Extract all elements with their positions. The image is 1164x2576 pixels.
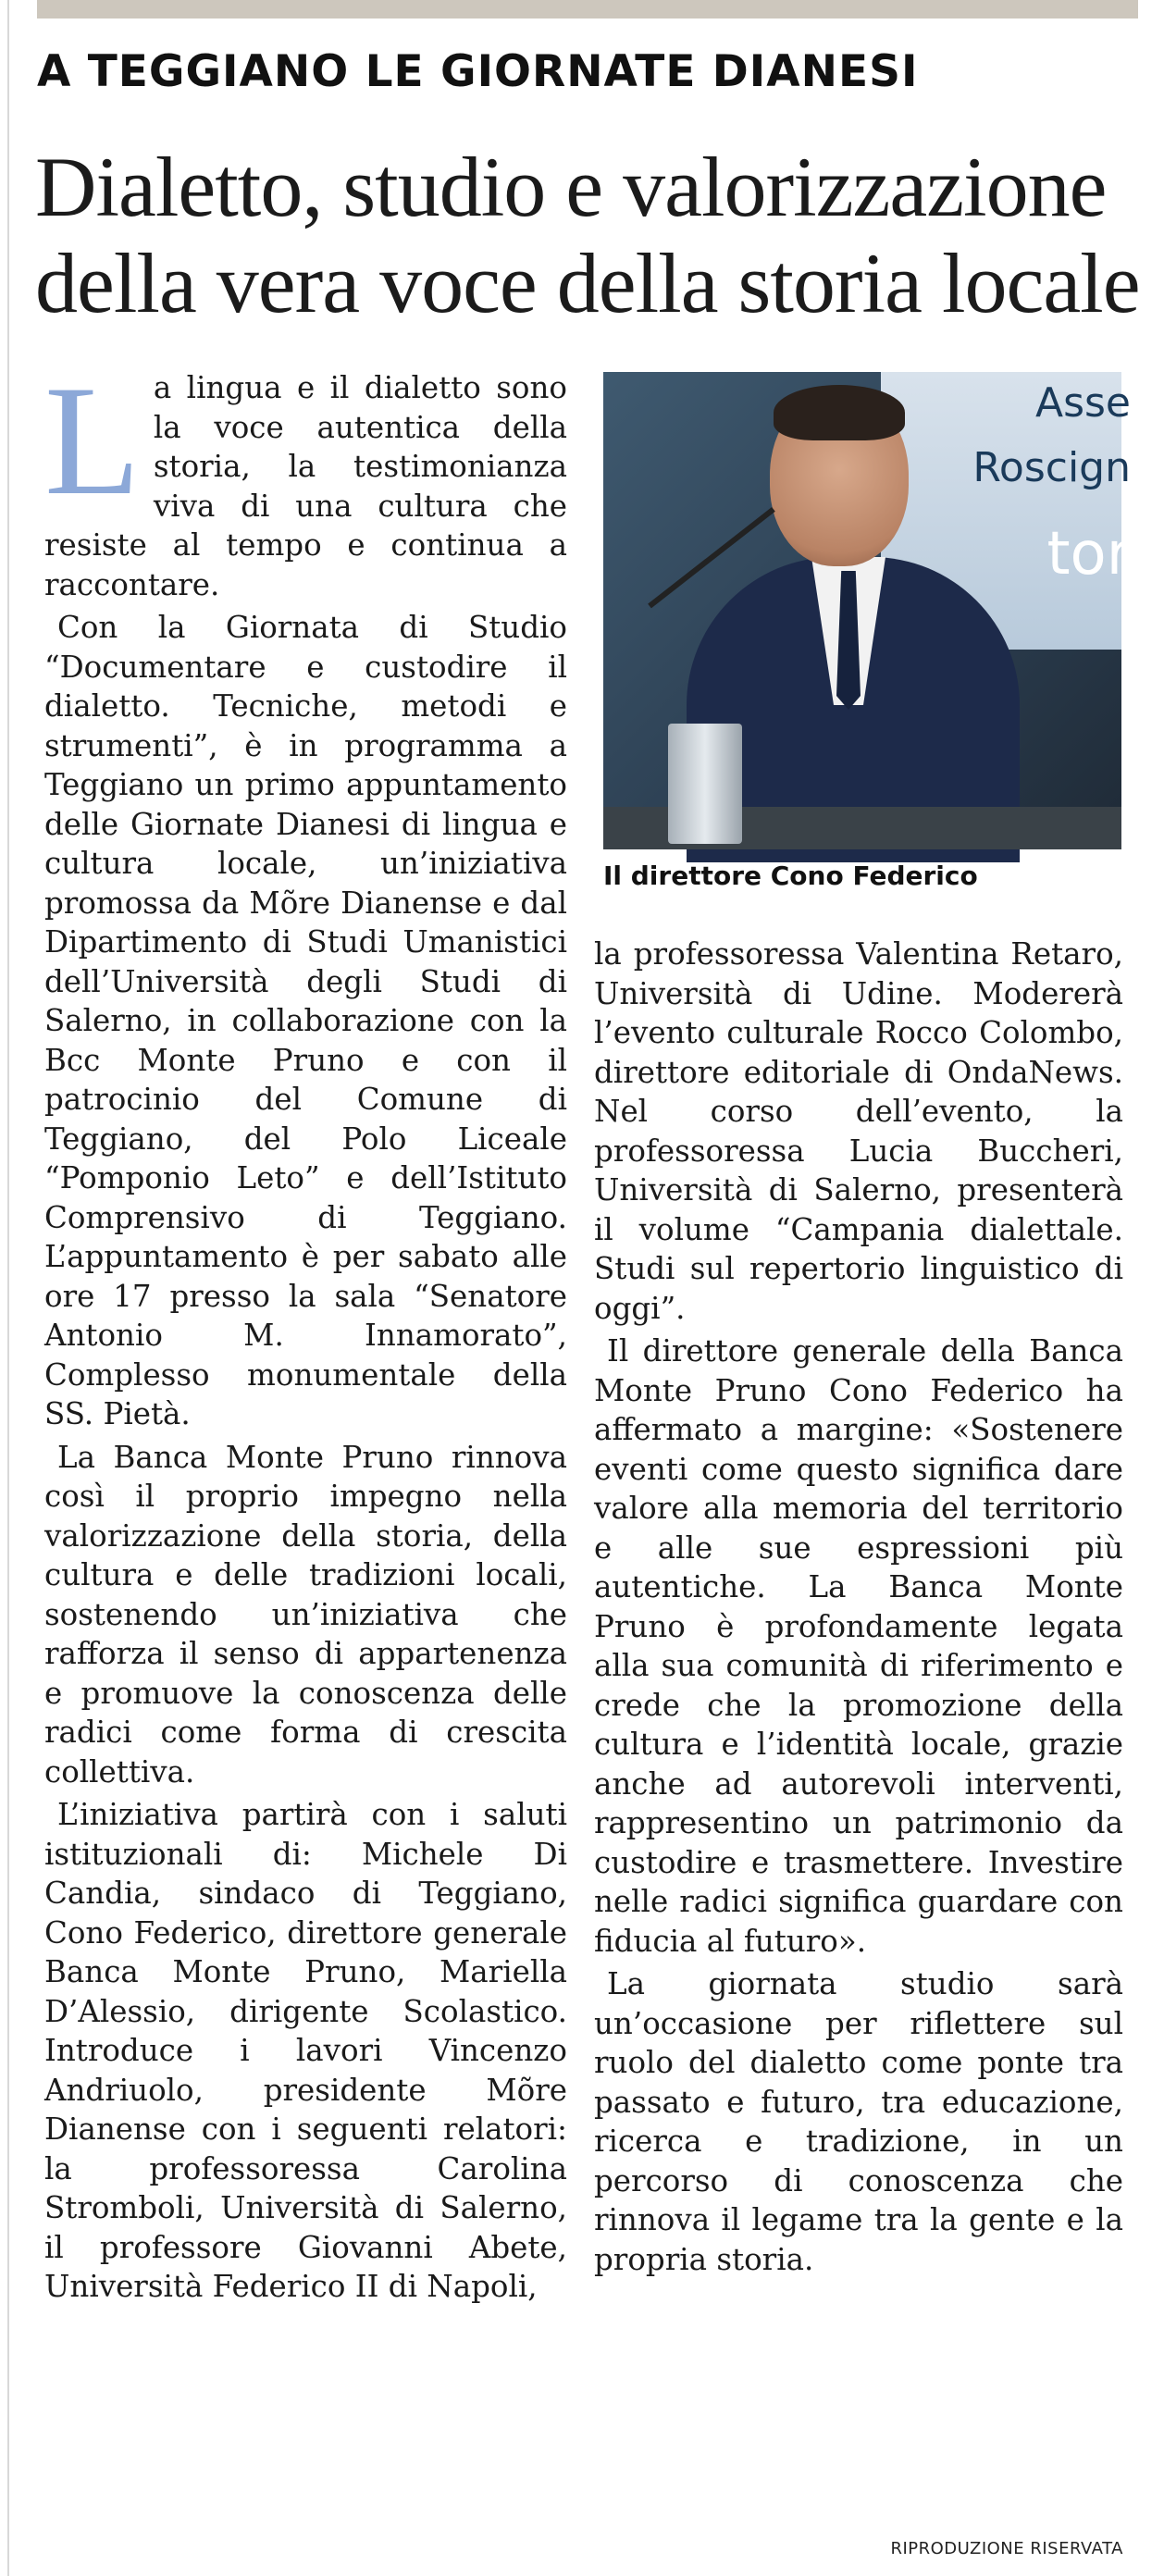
paragraph-7: La giornata studio sarà un’occasione per riflettere sul ruolo del dialetto come ponte tra passato e futuro, tra educazione, ricerca e tradizione, in un percorso di conoscenza che rinnova il legame tra la gente e la propria storia. bbox=[594, 1966, 1123, 2277]
article-column-left bbox=[44, 353, 567, 2307]
paragraph-intro bbox=[44, 353, 567, 604]
article-kicker: A TEGGIANO LE GIORNATE DIANESI bbox=[37, 46, 919, 97]
drop-cap: L bbox=[44, 353, 141, 527]
paragraph-2: Con la Giornata di Studio “Documentare e custodire il dialetto. Tecniche, metodi e strumenti”, è in programma a Teggiano un primo appuntamento delle Giornate Dianesi di lingua e cultura locale, un’iniziativa promossa da Mõre Dianense e dal Dipartimento di Studi Umanistici dell’Università degli Studi di Salerno, in collaborazione con la Bcc Monte Pruno e con il patrocinio del Comune di Teggiano, del Polo Liceale “Pomponio Leto” e dell’Istituto Comprensivo di Teggiano. L’appuntamento è per sabato alle ore 17 presso la sala “Senatore Antonio M. Innamorato”, Complesso monumentale della SS. Pietà. bbox=[44, 610, 567, 1431]
headline-line-1: Dialetto, studio e valorizzazione bbox=[35, 140, 1107, 234]
article-headline bbox=[35, 139, 1140, 331]
intro-text: a lingua e il dialetto sono la voce autentica della storia, la testimonianza viva di una cultura che resiste al tempo e continua a raccontare. bbox=[44, 370, 567, 602]
paragraph-3: La Banca Monte Pruno rinnova così il proprio impegno nella valorizzazione della storia, della cultura e delle tradizioni locali, sostenendo un’iniziativa che rafforza il senso di appartenenza e promuove la conoscenza delle radici come forma di crescita collettiva. bbox=[44, 1439, 567, 1790]
photo-screen-text-1: Asse bbox=[1034, 379, 1131, 427]
photo-caption: Il direttore Cono Federico bbox=[603, 861, 978, 891]
photo-screen-text-3: tor bbox=[1046, 520, 1131, 588]
photo-glass bbox=[668, 724, 742, 844]
article-photo bbox=[603, 372, 1131, 849]
paragraph-5: la professoressa Valentina Retaro, Università di Udine. Modererà l’evento culturale Rocco Colombo, direttore editoriale di OndaNews. Nel corso dell’evento, la professoressa Lucia Buccheri, Università di Salerno, presenterà il volume “Campania dialettale. Studi sul repertorio linguistico di oggi”. bbox=[594, 936, 1123, 1326]
headline-line-2: della vera voce della storia locale bbox=[35, 236, 1140, 330]
photo-screen-text-2: Roscign bbox=[972, 444, 1131, 491]
paragraph-4: L’iniziativa partirà con i saluti istituzionali di: Michele Di Candia, sindaco di Teggiano, Cono Federico, direttore generale Banca Monte Pruno, Mariella D’Alessio, dirigente Scolastico. Introduce i lavori Vincenzo Andriuolo, presidente Mõre Dianense con i seguenti relatori: la professoressa Carolina Stromboli, Università di Salerno, il professore Giovanni Abete, Università Federico II di Napoli, bbox=[44, 1797, 567, 2304]
paragraph-6: Il direttore generale della Banca Monte Pruno Cono Federico ha affermato a margine: «Sostenere eventi come questo significa dare valore alla memoria del territorio e alle sue espressioni più autentiche. La Banca Monte Pruno è profondamente legata alla sua comunità di riferimento e crede che la promozione della cultura e l’identità locale, grazie anche ad autorevoli interventi, rappresentino un patrimonio da custodire e trasmettere. Investire nelle radici significa guardare con fiducia al futuro». bbox=[594, 1333, 1123, 1959]
copyright-notice: RIPRODUZIONE RISERVATA bbox=[890, 2539, 1123, 2558]
top-color-bar bbox=[37, 0, 1138, 19]
page-edge-rule bbox=[7, 0, 9, 2576]
photo-person-hair bbox=[774, 385, 905, 440]
article-column-right bbox=[594, 935, 1123, 2279]
